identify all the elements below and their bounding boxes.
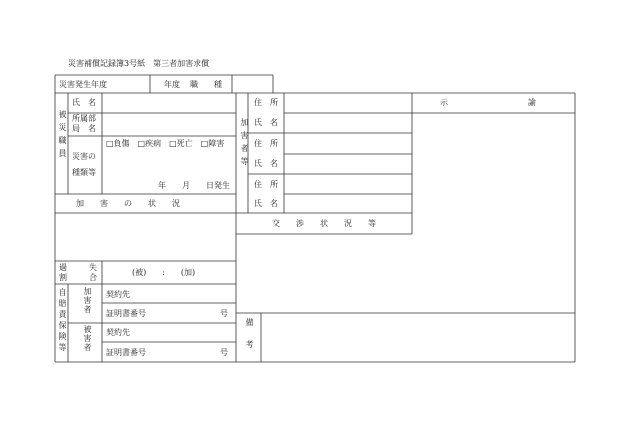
victim-dept-field[interactable]: [104, 118, 234, 132]
assailant-address-label-2: 住 所: [254, 139, 278, 148]
insurance-section-label: 自賠責保険等: [58, 288, 67, 354]
form-title: 災害補償記録簿3号紙 第三者加害求償: [68, 59, 210, 68]
disaster-kind-label-1: 災害の: [72, 152, 96, 161]
occupation-label: 職 種: [190, 80, 222, 89]
ratio-label-left: 割: [59, 273, 67, 282]
victim-dept-label-1: 所属部: [72, 114, 96, 123]
remarks-field[interactable]: [263, 315, 573, 360]
occurrence-date-line: 年 月 日発生: [158, 181, 230, 190]
assailant-section-label: 加害者等: [240, 118, 249, 170]
assailant-address-label-1: 住 所: [254, 98, 278, 107]
victim-cert-label: 証明書番号: [106, 348, 146, 357]
injury-type-options[interactable]: □負傷 □疾病 □死亡 □障害: [106, 139, 225, 148]
disaster-year-label: 災害発生年度: [59, 80, 107, 89]
assailant-cert-label: 証明書番号: [106, 309, 146, 318]
negotiation-status-header: 交 渉 状 況 等: [272, 219, 376, 228]
fault-label-right: 失: [89, 263, 97, 272]
insurance-assailant-label: 加害者: [83, 287, 92, 314]
assailant-name-label-2: 氏 名: [254, 159, 278, 168]
victim-contract-label: 契約先: [106, 328, 130, 337]
assailant-address-label-3: 住 所: [254, 180, 278, 189]
fault-label-left: 過: [59, 263, 67, 272]
insurance-victim-label: 被害者: [83, 325, 92, 352]
victim-dept-label-2: 局 名: [72, 124, 96, 133]
assailant-name-label-3: 氏 名: [254, 199, 278, 208]
occupation-value-field[interactable]: [234, 80, 271, 90]
victim-cert-suffix: 号: [220, 348, 228, 357]
disaster-kind-label-2: 種類等: [72, 168, 96, 177]
victim-section-label: 被災職員: [58, 110, 67, 162]
assailant-name-label-1: 氏 名: [254, 118, 278, 127]
damage-status-header: 加 害 の 状 況: [76, 199, 180, 208]
assailant-contract-label: 契約先: [106, 290, 130, 299]
ratio-label-right: 合: [89, 273, 97, 282]
fault-ratio-value[interactable]: (被) : (加): [132, 268, 196, 277]
nendo-label: 年度: [164, 80, 180, 89]
assailant-cert-suffix: 号: [220, 309, 228, 318]
victim-name-label: 氏 名: [72, 98, 96, 107]
instructions-header: 示 諭: [440, 98, 536, 107]
remarks-label: 備考: [245, 318, 254, 362]
victim-name-field[interactable]: [104, 98, 234, 110]
